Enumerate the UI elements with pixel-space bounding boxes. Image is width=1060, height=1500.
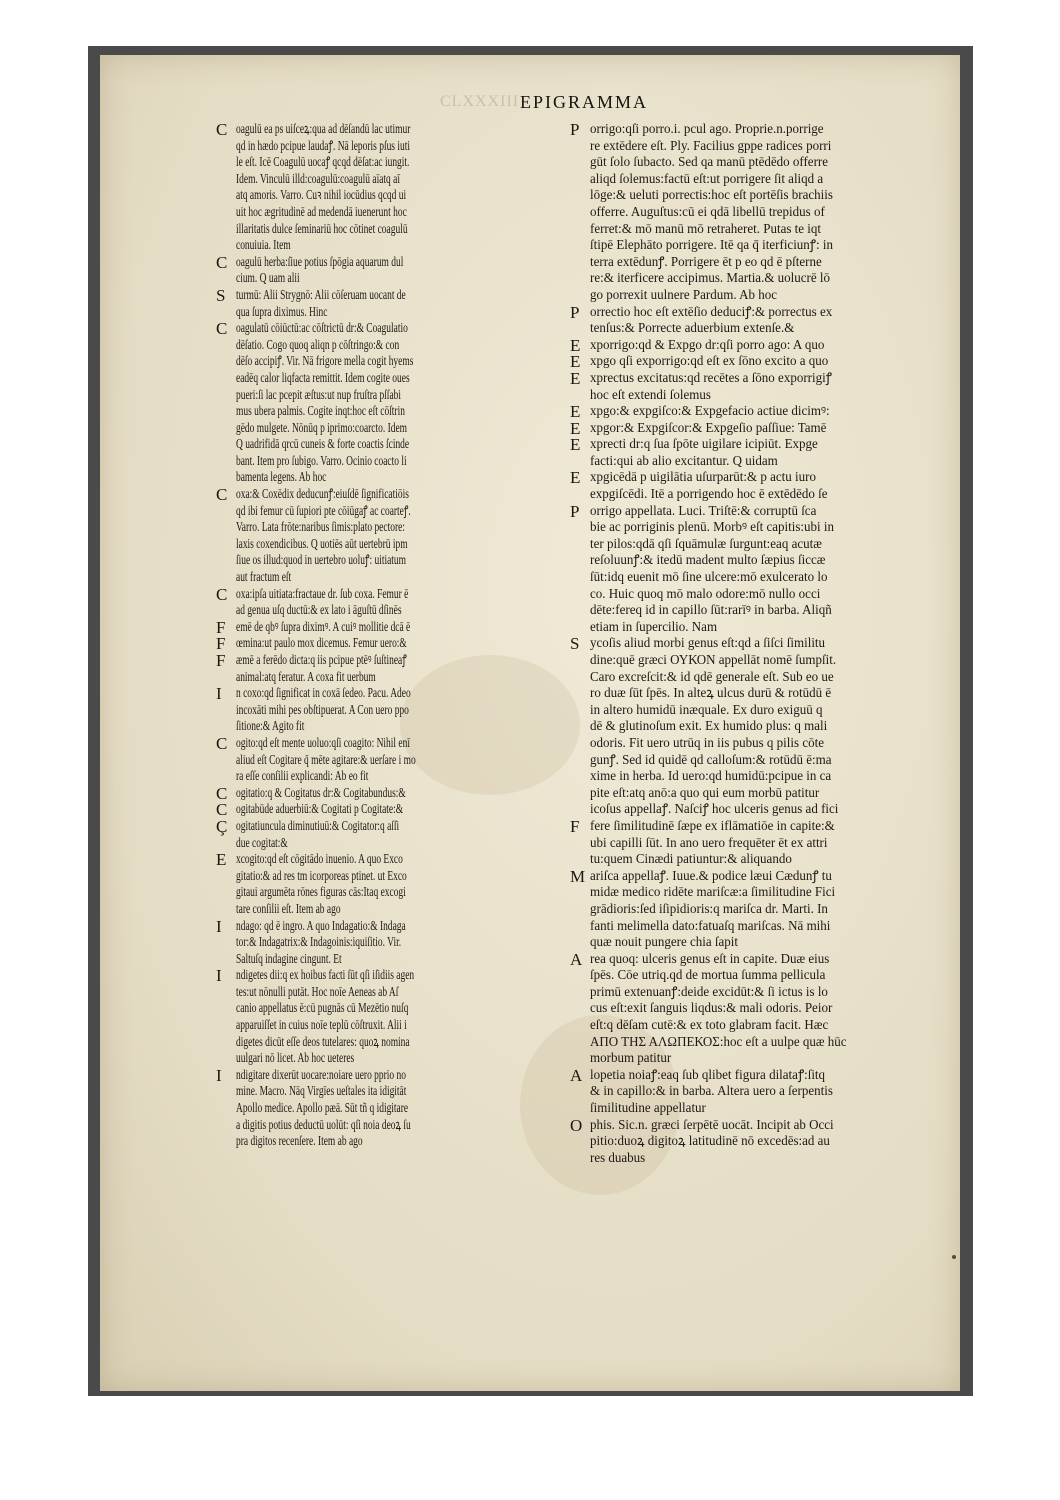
text-line: digetes dicūt eſſe deos tutelares: quoꝝ nomina	[236, 1033, 410, 1049]
text-line: ad genua uſq ductū:& ex lato i āguſtū dſinēs	[236, 602, 402, 618]
entry-initial: E	[570, 435, 581, 455]
text-line: ycoſis aliud morbi genus eſt:qd a ſiſci ſimilitu	[590, 635, 826, 651]
text-line: re extēdere eſt. Ply. Facilius gppe radices porri	[590, 137, 832, 153]
entry-initial: S	[216, 285, 226, 305]
text-line: aliud eſt Cogitare q̄ mēte agitare:& uerſare i mo	[236, 751, 416, 767]
dictionary-entry	[570, 353, 940, 370]
text-line: ndigetes dii:q ex hoibus facti ſūt qſi iſidiis agen	[236, 967, 415, 983]
text-line: laxis coxendicibus. Q uotiēs aūt uertebrū ipm	[236, 535, 408, 551]
entry-initial: P	[570, 302, 580, 322]
entry-initial: S	[570, 634, 580, 654]
text-line: etiam in ſupercilio. Nam	[590, 618, 718, 634]
entry-initial: C	[216, 783, 228, 803]
text-line: atq amoris. Varro. Cuꝛ nihil iocūdius qcqd ui	[236, 187, 407, 203]
text-line: apparuiſſet in cuius noīe teplū cōſtruxit. Alii i	[236, 1017, 407, 1033]
text-line: gunꝭ. Sed id quidē qd calloſum:& rotūdū ē:ma	[590, 751, 832, 767]
text-line: Apollo medice. Apollo pæā. Sūt tñ q idigitare	[236, 1100, 409, 1116]
text-line: Q uadrifidā qrcū cuneis & forte coactis ſcinde	[236, 436, 410, 452]
text-line: œmina:ut paulo mox dicemus. Femur uero:&	[236, 635, 407, 651]
entry-initial: C	[216, 800, 228, 820]
text-line: bie ac porriginis plenū. Morbꝰ eſt capitis:ubi in	[590, 519, 834, 535]
text-line: & in capillo:& in barba. Altera uero a ſerpentis	[590, 1083, 833, 1099]
text-line: qua ſupra diximus. Hinc	[236, 303, 328, 319]
text-line: xpgo:& expgiſco:& Expgefacio actiue dicimꝰ:	[590, 403, 830, 419]
text-line: ro duæ ſūt ſpēs. In alteꝝ ulcus durū & rotūdū ē	[590, 685, 832, 701]
text-line: ter pilos:qdā qſi ſquāmulæ ſurgunt:eaq acutæ	[590, 535, 822, 551]
dictionary-entry	[570, 403, 940, 420]
entry-initial: E	[570, 418, 581, 438]
text-line: le eſt. Icē Coagulū uocaꝭ qcqd dēſat:ac iungit.	[236, 154, 410, 170]
dictionary-entry	[570, 818, 940, 868]
text-line: ſpēs. Cōe utriq.qd de mortua ſumma pellicula	[590, 967, 826, 983]
text-line: xprectus excitatus:qd recētes a ſōno exporrigiꝭ	[590, 369, 832, 385]
text-line: xprecti dr:q ſua ſpōte uigilare icipiūt. Expge	[590, 436, 818, 452]
dictionary-entry	[570, 1067, 940, 1117]
text-line: mus ubera palmis. Cogite inqt:hoc eſt cōſtrin	[236, 403, 405, 419]
text-line: re:& iterficere accipimus. Martia.& uolucrē lō	[590, 270, 831, 286]
dictionary-entry	[570, 337, 940, 354]
text-line: ferret:& mō manū mō retraheret. Putas te iqt	[590, 220, 822, 236]
text-line: odoris. Fit uero utrūq in iis pubus q pilis cōte	[590, 734, 824, 750]
text-line: eadēq calor liqfacta remittit. Idem cogite oues	[236, 369, 410, 385]
text-line: ogito:qd eſt mente uoluo:qſi coagito: Nihil enī	[236, 734, 410, 750]
entry-initial: Ç	[216, 816, 228, 836]
text-line: gūt ſolo ſubacto. Sed qa manū ptēdēdo offerre	[590, 154, 829, 170]
dictionary-entry	[570, 121, 940, 304]
text-line: expgiſcēdi. Itē a porrigendo hoc ē extēdēdo ſe	[590, 486, 828, 502]
text-line: ariſca appellaꝭ. Iuue.& podice læui Cædunꝭ tu	[590, 867, 832, 883]
text-line: eſt:q dēſam cutē:& ex toto glabram facit. Hæc	[590, 1017, 829, 1033]
text-line: uit hoc ægritudinē ad medendā iuenerunt hoc	[236, 203, 407, 219]
show-through-header: CLXXXIII	[440, 93, 520, 110]
dictionary-entry	[570, 420, 940, 437]
text-line: dēſatio. Cogo quoq aliqn p cōſtringo:& con	[236, 336, 400, 352]
entry-initial: C	[216, 120, 228, 139]
text-line: icoſus appellaꝭ. Naſciꝭ hoc ulceris genus ad fici	[590, 801, 839, 817]
entry-initial: O	[570, 1115, 583, 1135]
text-line: tor:& Indagatrix:& Indagoinis:iquiſitio. Vir.	[236, 934, 402, 950]
text-line: ogitatiuncula diminutiuū:& Cogitator:q aſſi	[236, 817, 400, 833]
text-line: xpgo qſi exporrigo:qd eſt ex ſōno excito a quo	[590, 353, 829, 369]
text-line: ubi capilli ſūt. In ano uero frequēter ēt ex attri	[590, 834, 828, 850]
text-line: offerre. Auguſtus:cū ei qdā libellū trepidus of	[590, 203, 825, 219]
text-line: tenſus:& Porrecte aduerbium extenſe.&	[590, 320, 795, 336]
text-line: oxa:& Coxēdix deducunꝭ:eiuſdē ſignificatiōis	[236, 486, 409, 502]
text-line: gitaui argumēta rōnes figuras cās:Itaq excogi	[236, 884, 406, 900]
text-line: in altero humidū inæquale. Ex duro exiguū q	[590, 701, 823, 717]
text-line: pite eſt:atq anō:a quo qui eum morbū patitur	[590, 784, 820, 800]
entry-initial: E	[570, 352, 581, 372]
text-line: xpgicēdā p uigilātia uſurparūt:& p actu iuro	[590, 469, 816, 485]
text-line: oagulū herba:ſiue potius ſpōgia aquarum dul	[236, 253, 404, 269]
text-line: quæ nouit pungere chia ſapit	[590, 934, 739, 950]
text-line: grādioris:ſed iſipidioris:q mariſca dr. Marti. In	[590, 900, 828, 916]
text-line: tare conſilii eſt. Item ab ago	[236, 900, 341, 916]
text-line: bamenta legens. Ab hoc	[236, 469, 327, 485]
dictionary-entry	[570, 1117, 940, 1167]
entry-initial: A	[570, 1065, 583, 1085]
text-line: lōge:& ueluti porrectis:hoc eſt portēſis brachiis	[590, 187, 833, 203]
text-line: tu:quem Cinædi patiuntur:& aliquando	[590, 851, 792, 867]
text-line: xpgor:& Expgiſcor:& Expgeſio paſſiue: Tamē	[590, 419, 827, 435]
entry-initial: P	[570, 120, 580, 139]
text-line: ſiue os illud:quod in uertebro uoluꝭ: uitiatum	[236, 552, 407, 568]
text-line: ſitione:& Agito fit	[236, 718, 305, 734]
text-line: ra eſſe conſilii explicandi: Ab eo fit	[236, 768, 369, 784]
manuscript-page	[100, 55, 960, 1391]
text-line: pitio:duoꝝ digitoꝝ latitudinē nō excedēs:ad au	[590, 1133, 830, 1149]
text-line: mine. Macro. Nāq Virgīes ueſtales ita idigitāt	[236, 1083, 407, 1099]
text-line: conuiuia. Item	[236, 237, 291, 253]
text-line: animal:atq feratur. A coxa fit uerbum	[236, 668, 376, 684]
text-line: due cogitat:&	[236, 834, 288, 850]
entry-initial: C	[216, 485, 228, 505]
text-line: ndigitare dixerūt uocare:noiare uero pprio no	[236, 1066, 406, 1082]
text-line: n coxo:qd ſignificat in coxā ſedeo. Pacu. Adeo	[236, 685, 411, 701]
entry-initial: I	[216, 916, 222, 936]
text-line: oagulatū cōiūctū:ac cōſtrictū dr:& Coagulatio	[236, 320, 408, 336]
dictionary-entry	[570, 635, 940, 818]
text-line: primū extenuanꝭ:deide excidūt:& ſi ictus is lo	[590, 983, 828, 999]
text-line: bant. Item pro ſubigo. Varro. Ocinio coacto li	[236, 452, 407, 468]
dictionary-entry	[570, 503, 940, 636]
entry-initial: E	[216, 850, 227, 870]
text-line: a digitis potius deductū uolūt: qſi noia deoꝝ ſu	[236, 1116, 411, 1132]
text-line: terra extēdunꝭ. Porrigere ēt p eo qd ē pſterne	[590, 253, 822, 269]
text-line: incoxāti mihi pes obſtipuerat. A Con uero ppo	[236, 701, 409, 717]
text-line: Idem. Vinculū illd:coagulū:coagulū aīatq aī	[236, 170, 400, 186]
text-line: oxa:ipſa uitiata:fractaue dr. ſub coxa. Femur ē	[236, 585, 409, 601]
entry-initial: F	[216, 651, 226, 670]
entry-initial: C	[216, 252, 228, 272]
dictionary-entry	[570, 370, 940, 403]
text-line: rea quoq: ulceris genus eſt in capite. Duæ eius	[590, 950, 830, 966]
text-line: pueri:ſi lac pcepit æſtus:ut nup fruſtra pſſabi	[236, 386, 401, 402]
text-line: oagulū ea ps uiſceꝝ:qua ad dēſandū lac utimur	[236, 121, 411, 136]
dictionary-entry	[570, 304, 940, 337]
dictionary-entry	[570, 469, 940, 502]
entry-initial: E	[570, 335, 581, 355]
text-line: uulgari nō licet. Ab hoc ueteres	[236, 1050, 355, 1066]
running-head: EPIGRAMMA	[520, 92, 649, 112]
text-line: Saltuſq indagine cingunt. Et	[236, 950, 342, 966]
text-line: dine:quē græci ΟΥΚΟΝ appellāt nomē ſumpſit.	[590, 652, 837, 667]
entry-initial: C	[216, 733, 228, 753]
entry-initial: I	[216, 966, 222, 986]
text-line: fanti melimella dato:fatuaſq mariſcas. Nā mihi	[590, 917, 831, 933]
text-line: ſimilitudine appellatur	[590, 1100, 706, 1116]
text-line: cium. Q uam alii	[236, 270, 300, 286]
ink-dot	[952, 1255, 956, 1259]
dictionary-entry	[570, 436, 940, 469]
text-line: qd ibi femur cū ſupiori pte cōiūgaꝭ ac coarteꝭ.	[236, 502, 411, 518]
text-line: qd in hædo pcipue laudaꝭ. Nā leporis pſus iuti	[236, 137, 410, 153]
text-line: orrigo:qſi porro.i. pcul ago. Proprie.n.porrige	[590, 121, 824, 136]
text-line: fere ſimilitudinē ſæpe ex iflāmatiōe in capite:&	[590, 817, 835, 833]
entry-initial: I	[216, 1065, 222, 1085]
text-line: go porrexit uulnere Pardum. Ab hoc	[590, 286, 778, 302]
text-line: dē & glutinoſum exit. Ex humido plus: q mali	[590, 718, 828, 734]
text-line: facti:qui ab alio excitantur. Q uidam	[590, 452, 778, 468]
entry-initial: C	[216, 584, 228, 604]
text-line: co. Huic quoq mō malo odore:mō nullo occi	[590, 585, 821, 601]
dictionary-entry	[570, 951, 940, 1067]
entry-initial: F	[570, 816, 580, 836]
entry-initial: F	[216, 634, 226, 654]
text-line: aliqd ſolemus:factū eſt:ut porrigere ſit aliqd a	[590, 170, 824, 186]
text-line: canio appellatus ē:cū pugnās cū Mezētio nuſq	[236, 1000, 409, 1016]
text-line: morbum patitur	[590, 1050, 672, 1066]
entry-initial: F	[216, 617, 226, 637]
text-line: Varro. Lata frōte:naribus ſimis:plato pectore:	[236, 519, 405, 535]
text-line: lopetia noiaꝭ:eaq ſub qlibet figura dilataꝭ:ſitq	[590, 1066, 826, 1082]
entry-initial: C	[216, 319, 228, 339]
entry-initial: E	[570, 402, 581, 422]
text-line: pra digitos recenſere. Item ab ago	[236, 1133, 363, 1149]
text-line: res duabus	[590, 1149, 646, 1165]
text-line: orrigo appellata. Luci. Triſtē:& corruptū ſca	[590, 502, 817, 518]
text-line: ogitatio:q & Cogitatus dr:& Cogitabundus:&	[236, 784, 406, 800]
text-line: dēſo accipiꝭ. Vir. Nā frigore mella cogit hyems	[236, 353, 414, 369]
entry-initial: A	[570, 949, 583, 969]
right-column	[570, 121, 940, 1166]
text-line: xporrigo:qd & Expgo dr:qſi porro ago: A quo	[590, 336, 825, 352]
text-line: phis. Sic.n. græci ſerpētē uocāt. Incipit ab Occi	[590, 1116, 834, 1132]
dictionary-entry	[570, 868, 940, 951]
text-line: dēte:fereq id in capillo ſūt:rarīꝰ in barba. Aliqñ	[590, 602, 832, 618]
text-line: ſtipē Elephāto porrigere. Itē qa q̄ iterficiunꝭ: in	[590, 237, 833, 253]
text-line: gitatio:& ad res tm icorporeas ptinet. ut Exco	[236, 867, 407, 883]
text-line: emē de qbꝰ ſupra diximꝰ. A cuiꝰ mollitie dcā ē	[236, 618, 411, 634]
text-line: hoc eſt extendi ſolemus	[590, 386, 711, 402]
text-line: ndago: qd ē ingro. A quo Indagatio:& Indaga	[236, 917, 406, 933]
entry-initial: E	[570, 468, 581, 488]
text-line: xcogito:qd eſt cōgitādo inuenio. A quo Exco	[236, 851, 403, 867]
text-line: turmū: Alii Strygnō: Alii cōſeruam uocant de	[236, 286, 406, 302]
entry-initial: E	[570, 368, 581, 388]
text-line: reſoluunꝭ:& itedū madent multo ſæpius ſiccæ	[590, 552, 826, 568]
entry-initial: M	[570, 866, 586, 886]
text-line: cus eſt:exit ſanguis liqdus:& mali odoris. Peior	[590, 1000, 833, 1016]
text-line: tes:ut nōnulli putāt. Hoc noīe Aeneas ab Aſ	[236, 983, 399, 999]
text-line: xime in herba. Id uero:qd humidū:pcipue in ca	[590, 768, 832, 784]
text-line: ΑΠΟ ΤΗΣ ΑΛΩΠΕΚΟΣ:hoc eſt a uulpe quæ hūc	[590, 1033, 847, 1049]
text-line: illaritatis dulce ſeminariū hoc cōtinet coagulū	[236, 220, 408, 236]
text-line: Caro excreſcit:& id qdē generale eſt. Sub eo ue	[590, 668, 834, 684]
entry-initial: I	[216, 684, 222, 704]
entry-initial: P	[570, 501, 580, 521]
text-line: ſūt:idq euenit mō ſine ulcere:mō exulcerato lo	[590, 569, 828, 585]
text-line: aut fractum eſt	[236, 569, 292, 585]
text-line: orrectio hoc eſt extēſio deduciꝭ:& porrectus ex	[590, 303, 833, 319]
text-line: gēdo mulgete. Nōnūq p iprimo:coarcto. Idem	[236, 419, 408, 435]
text-line: midæ medico ridēte mariſcæ:a ſimilitudine Fici	[590, 884, 836, 900]
text-line: ogitabūde aduerbiū:& Cogitati p Cogitate:&	[236, 801, 404, 817]
text-line: æmē a ferēdo dicta:q iis pcipue ptēꝰ ſuſtineaꝭ	[236, 652, 407, 667]
